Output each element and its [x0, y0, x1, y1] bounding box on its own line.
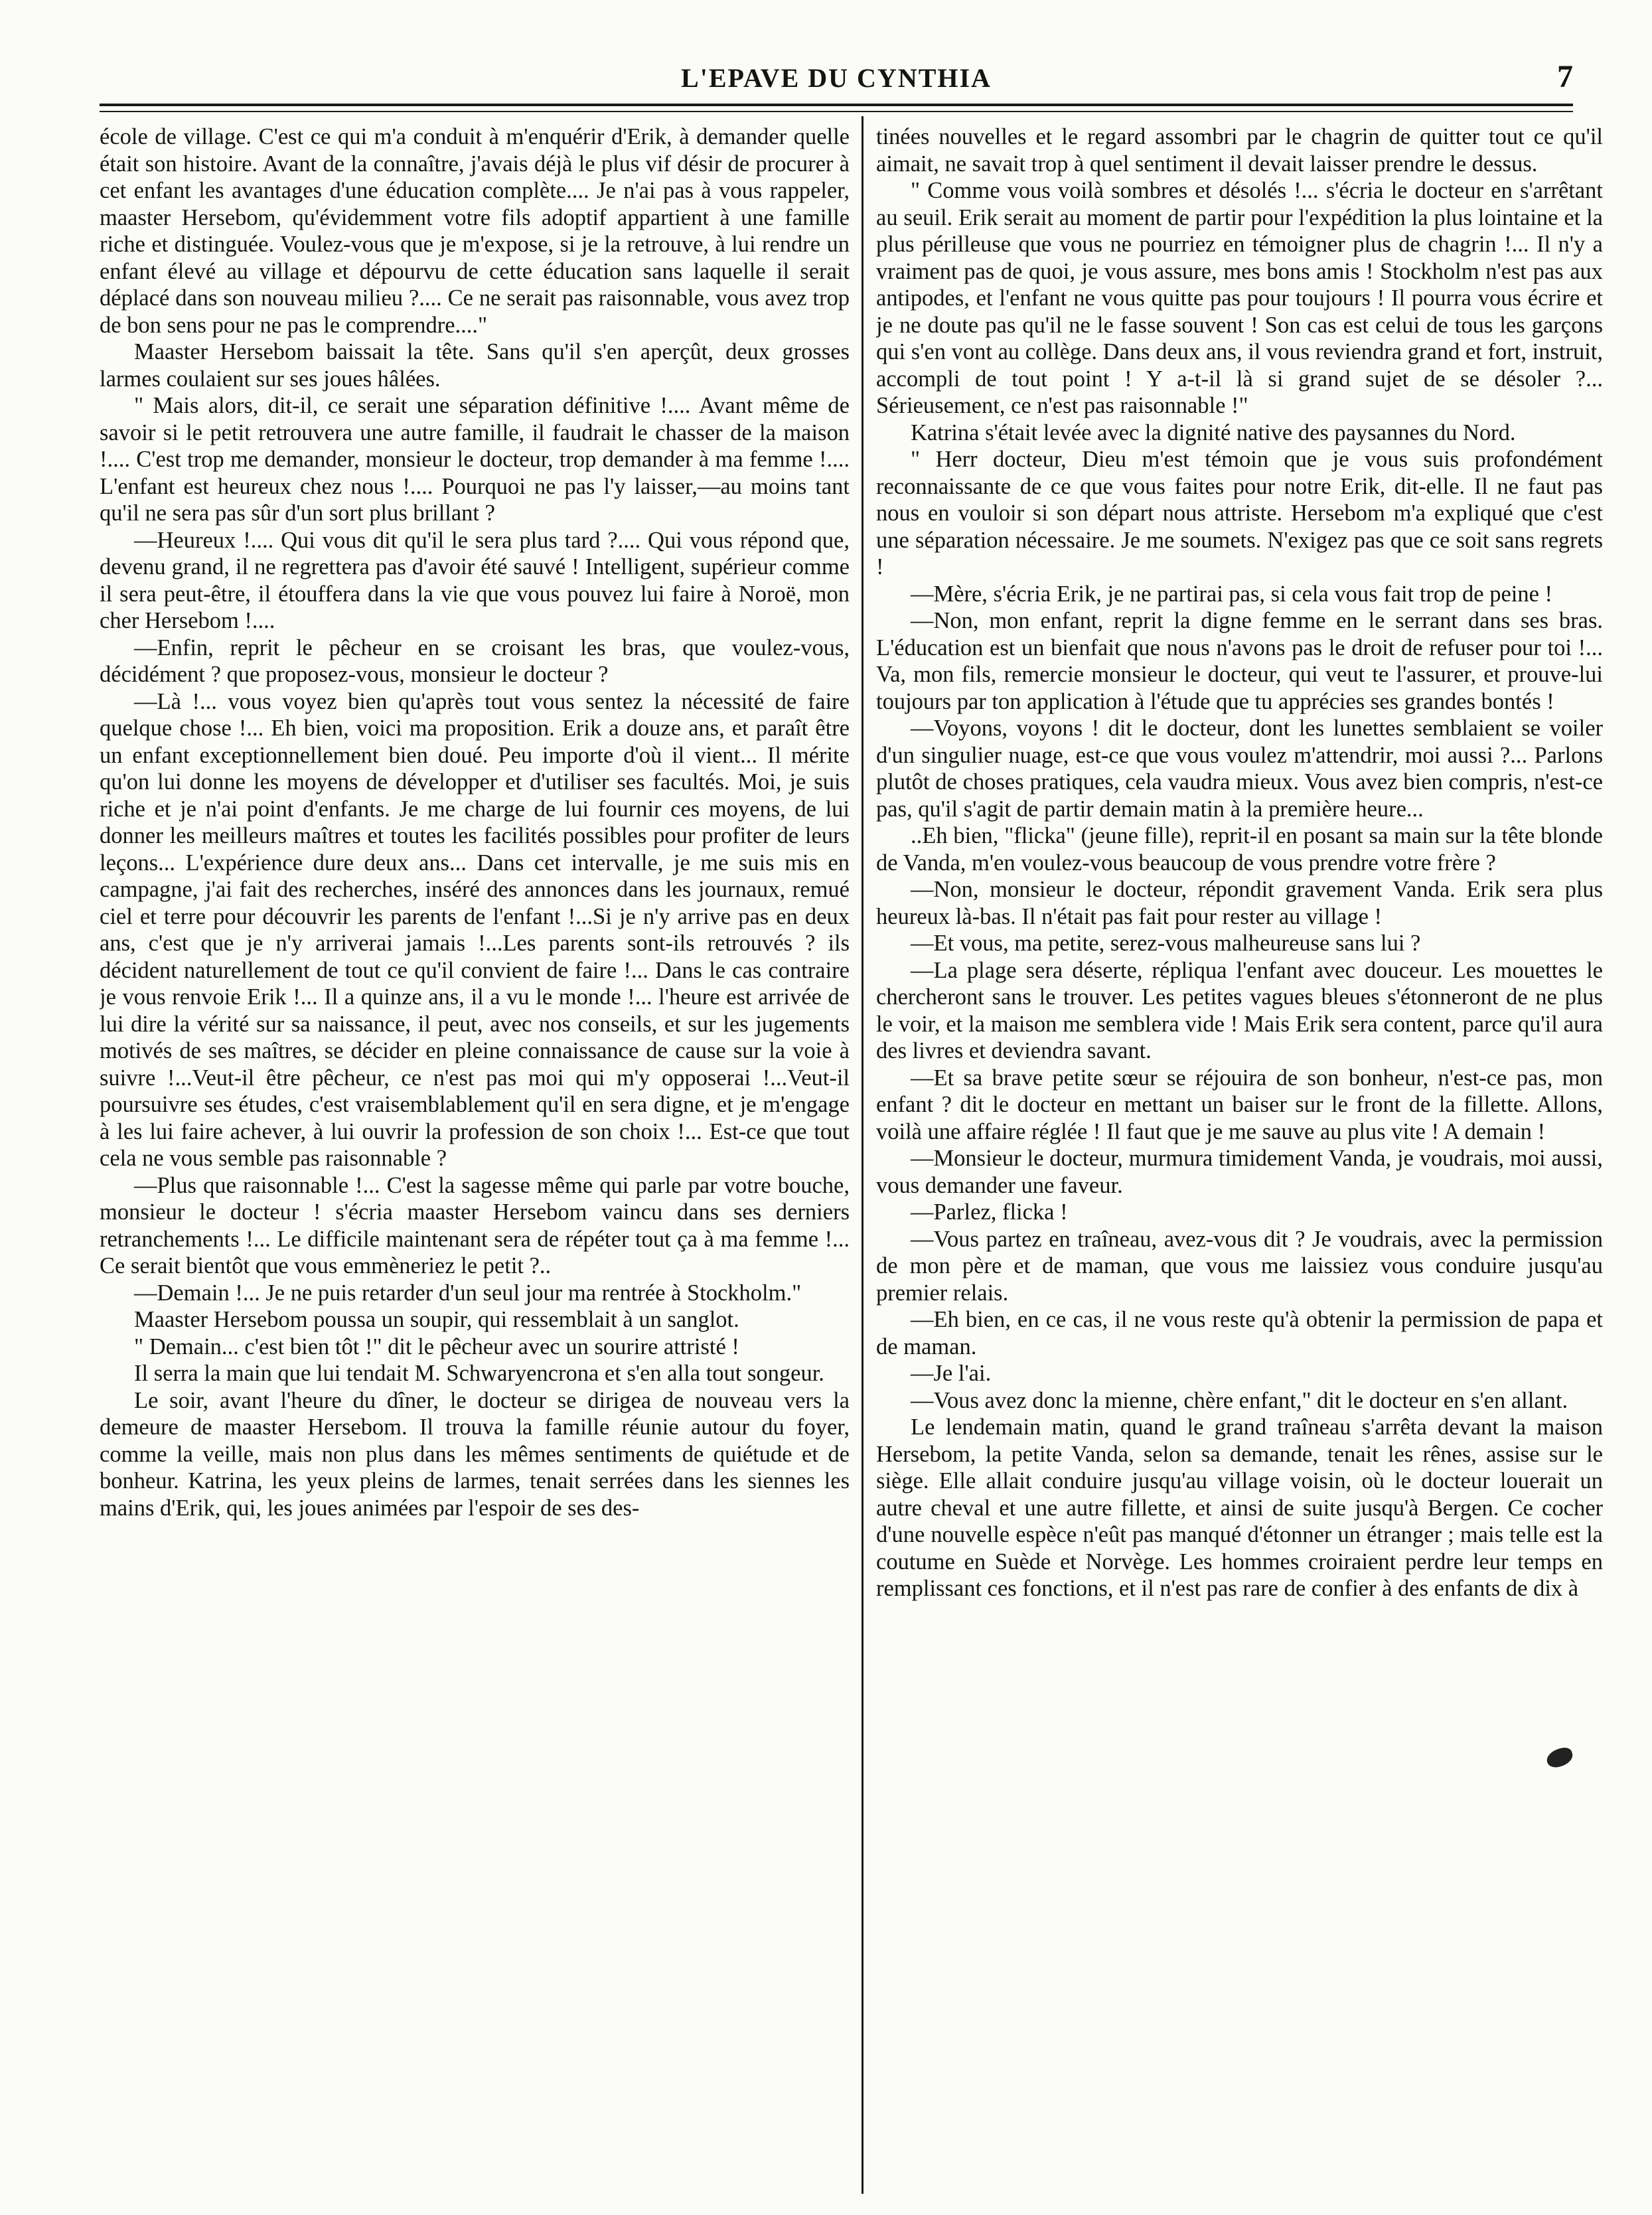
paragraph: —Mère, s'écria Erik, je ne partirai pas, si cela vous fait trop de peine ! [911, 581, 1553, 607]
paragraph: —Là !... vous voyez bien qu'après tout vous sentez la nécessité de faire quelque chose !... Eh bien, voici ma proposition. Erik a douze ans, et paraît être un enfant exceptionnellement bien doué. Peu importe d'où il vient... Il mérite qu'on lui donne les moyens de développer et d'utiliser ses facultés. Moi, je suis riche et je n'ai point d'enfants. Je me charge de lui fournir ces moyens, de lui donner les meilleurs maîtres et toutes les facilités possibles pour profiter de leurs leçons... L'expérience dure deux ans... Dans cet intervalle, je me suis mis en campagne, j'ai fait des recherches, inséré des annonces dans les journaux, remué ciel et terre pour découvrir les parents de l'enfant !...Si je n'y arrive pas en deux ans, c'est que je n'y arriverai jamais !...Les parents sont-ils retrouvés ? ils décident naturellement de tout ce qu'il convient de faire !... Dans le cas contraire je vous renvoie Erik !... Il a quinze ans, il a vu le monde !... l'heure est arrivée de lui dire la vérité sur sa naissance, il peut, avec nos conseils, et sur les jugements motivés de ses maîtres, se décider en pleine connaissance de cause sur la voie à suivre !...Veut-il être pêcheur, ce n'est pas moi qui m'y opposerai !...Veut-il poursuivre ses études, c'est vraisemblablement qu'il en sera digne, et je m'engage à les lui faire achever, à lui ouvrir la profession de son choix !... Est-ce que tout cela ne vous semble pas raisonnable ? [100, 688, 850, 1171]
page-number: 7 [1557, 59, 1573, 94]
left-column [100, 123, 850, 2194]
paragraph: " Demain... c'est bien tôt !" dit le pêcheur avec un sourire attristé ! [134, 1334, 739, 1359]
paragraph: —Et vous, ma petite, serez-vous malheureuse sans lui ? [911, 931, 1421, 956]
paragraph: —Heureux !.... Qui vous dit qu'il le sera plus tard ?.... Qui vous répond que, devenu grand, il ne regrettera pas d'avoir été sauvé ! Intelligent, supérieur comme il sera peut-être, il étouffera dans la vie que vous pouvez lui faire à Noroë, mon cher Hersebom !.... [100, 527, 850, 633]
paragraph: Maaster Hersebom poussa un soupir, qui ressemblait à un sanglot. [134, 1307, 739, 1332]
paragraph: —Vous avez donc la mienne, chère enfant," dit le docteur en s'en allant. [911, 1387, 1568, 1413]
paragraph: —Enfin, reprit le pêcheur en se croisant les bras, que voulez-vous, décidément ? que proposez-vous, monsieur le docteur ? [100, 635, 850, 687]
paragraph: —Monsieur le docteur, murmura timidement Vanda, je voudrais, moi aussi, vous demander une faveur. [876, 1146, 1603, 1198]
paragraph: école de village. C'est ce qui m'a conduit à m'enquérir d'Erik, à demander quelle était son histoire. Avant de la connaître, j'avais déjà le plus vif désir de procurer à cet enfant les avantages d'une éducation complète.... Je n'ai pas à vous rappeler, maaster Hersebom, qu'évidemment votre fils adoptif appartient à une famille riche et distinguée. Voulez-vous que je m'expose, si je la retrouve, à lui rendre un enfant élevé au village et dépourvu de cette éducation sans laquelle il serait déplacé dans son nouveau milieu ?.... Ce ne serait pas raisonnable, vous avez trop de bon sens pour ne pas le comprendre...." [100, 124, 850, 338]
paragraph: —Eh bien, en ce cas, il ne vous reste qu'à obtenir la permission de papa et de maman. [876, 1307, 1603, 1359]
paragraph: Maaster Hersebom baissait la tête. Sans qu'il s'en aperçût, deux grosses larmes coulaient sur ses joues hâlées. [100, 339, 850, 392]
paragraph: —Vous partez en traîneau, avez-vous dit ? Je voudrais, avec la permission de mon père et de maman, que vous me laissiez vous conduire jusqu'au premier relais. [876, 1226, 1603, 1306]
page-header [100, 58, 1573, 98]
paragraph: —Je l'ai. [911, 1361, 992, 1386]
paragraph: —Demain !... Je ne puis retarder d'un seul jour ma rentrée à Stockholm." [134, 1280, 802, 1306]
paragraph: Le lendemain matin, quand le grand traîneau s'arrêta devant la maison Hersebom, la petite Vanda, selon sa demande, tenait les rênes, assise sur le siège. Elle allait conduire jusqu'au village voisin, où le docteur louerait un autre cheval et une autre fillette, et ainsi de suite jusqu'à Bergen. Ce cocher d'une nouvelle espèce n'eût pas manqué d'étonner un étranger ; mais telle est la coutume en Suède et Norvège. Les hommes croiraient perdre leur temps en remplissant ces fonctions, et il n'est pas rare de confier à des enfants de dix à [876, 1414, 1603, 1601]
paragraph: Il serra la main que lui tendait M. Schwaryencrona et s'en alla tout songeur. [134, 1361, 824, 1386]
paragraph: tinées nouvelles et le regard assombri par le chagrin de quitter tout ce qu'il aimait, ne savait trop à quel sentiment il devait laisser prendre le dessus. [876, 124, 1603, 177]
header-rule-thick [100, 104, 1573, 106]
right-column [876, 123, 1603, 2194]
header-rule-thin [100, 111, 1573, 112]
paragraph: " Mais alors, dit-il, ce serait une séparation définitive !.... Avant même de savoir si le petit retrouvera une autre famille, il faudrait le chasser de la maison !.... C'est trop me demander, monsieur le docteur, trop demander à ma femme !.... L'enfant est heureux chez nous !.... Pourquoi ne pas l'y laisser,—au moins tant qu'il ne sera pas sûr d'un sort plus brillant ? [100, 393, 850, 526]
running-title: L'EPAVE DU CYNTHIA [681, 63, 992, 93]
paragraph: —Non, monsieur le docteur, répondit gravement Vanda. Erik sera plus heureux là-bas. Il n'était pas fait pour rester au village ! [876, 877, 1603, 929]
paragraph: Katrina s'était levée avec la dignité native des paysannes du Nord. [911, 420, 1516, 445]
paragraph: —Voyons, voyons ! dit le docteur, dont les lunettes semblaient se voiler d'un singulier nuage, est-ce que vous voulez m'attendrir, moi aussi ?... Parlons plutôt de choses pratiques, cela vaudra mieux. Vous avez bien compris, n'est-ce pas, qu'il s'agit de partir demain matin à la première heure... [876, 716, 1603, 822]
paragraph: " Herr docteur, Dieu m'est témoin que je vous suis profondément reconnaissante de ce que vous faites pour notre Erik, dit-elle. Il ne faut pas nous en vouloir si son départ nous attriste. Hersebom m'a expliqué que c'est une séparation nécessaire. Je me soumets. N'exigez pas que ce soit sans regrets ! [876, 447, 1603, 579]
paragraph: ..Eh bien, "flicka" (jeune fille), reprit-il en posant sa main sur la tête blonde de Vanda, m'en voulez-vous beaucoup de vous prendre votre frère ? [876, 823, 1603, 876]
column-divider [862, 116, 864, 2194]
paragraph: " Comme vous voilà sombres et désolés !... s'écria le docteur en s'arrêtant au seuil. Erik serait au moment de partir pour l'expédition la plus lointaine et la plus périlleuse que vous ne pourriez en témoigner plus de chagrin !... Il n'y a vraiment pas de quoi, je vous assure, mes bons amis ! Stockholm n'est pas aux antipodes, et l'enfant ne vous quitte pas pour toujours ! Il pourra vous écrire et je ne doute pas qu'il ne le fasse souvent ! Son cas est celui de tous les garçons qui s'en vont au collège. Dans deux ans, il vous reviendra grand et fort, instruit, accompli de tout point ! Y a-t-il là si grand sujet de se désoler ?... Sérieusement, ce n'est pas raisonnable !" [876, 178, 1603, 418]
paragraph: —Parlez, flicka ! [911, 1199, 1068, 1225]
paragraph: —Non, mon enfant, reprit la digne femme en le serrant dans ses bras. L'éducation est un bienfait que nous n'avons pas le droit de refuser pour toi !... Va, mon fils, remercie monsieur le docteur, qui veut te l'assurer, et prouve-lui toujours par ton application à l'étude que tu apprécies ses grandes bontés ! [876, 608, 1603, 714]
paragraph: Le soir, avant l'heure du dîner, le docteur se dirigea de nouveau vers la demeure de maaster Hersebom. Il trouva la famille réunie autour du foyer, comme la veille, mais non plus dans les mêmes sentiments de quiétude et de bonheur. Katrina, les yeux pleins de larmes, tenait serrées dans les siennes les mains d'Erik, qui, les joues animées par l'espoir de ses des- [100, 1387, 850, 1521]
paragraph: —Et sa brave petite sœur se réjouira de son bonheur, n'est-ce pas, mon enfant ? dit le docteur en mettant un baiser sur le front de la fillette. Allons, voilà une affaire réglée ! Il faut que je me sauve au plus vite ! A demain ! [876, 1065, 1603, 1144]
paragraph: —Plus que raisonnable !... C'est la sagesse même qui parle par votre bouche, monsieur le docteur ! s'écria maaster Hersebom vaincu dans ses derniers retranchements !... Le difficile maintenant sera de répéter tout ça à ma femme !... Ce serait bientôt que vous emmèneriez le petit ?.. [100, 1172, 850, 1278]
paragraph: —La plage sera déserte, répliqua l'enfant avec douceur. Les mouettes le chercheront sans le trouver. Les petites vagues bleues s'étonneront de ne plus le voir, et la maison me semblera vide ! Mais Erik sera content, parce qu'il aura des livres et deviendra savant. [876, 957, 1603, 1063]
